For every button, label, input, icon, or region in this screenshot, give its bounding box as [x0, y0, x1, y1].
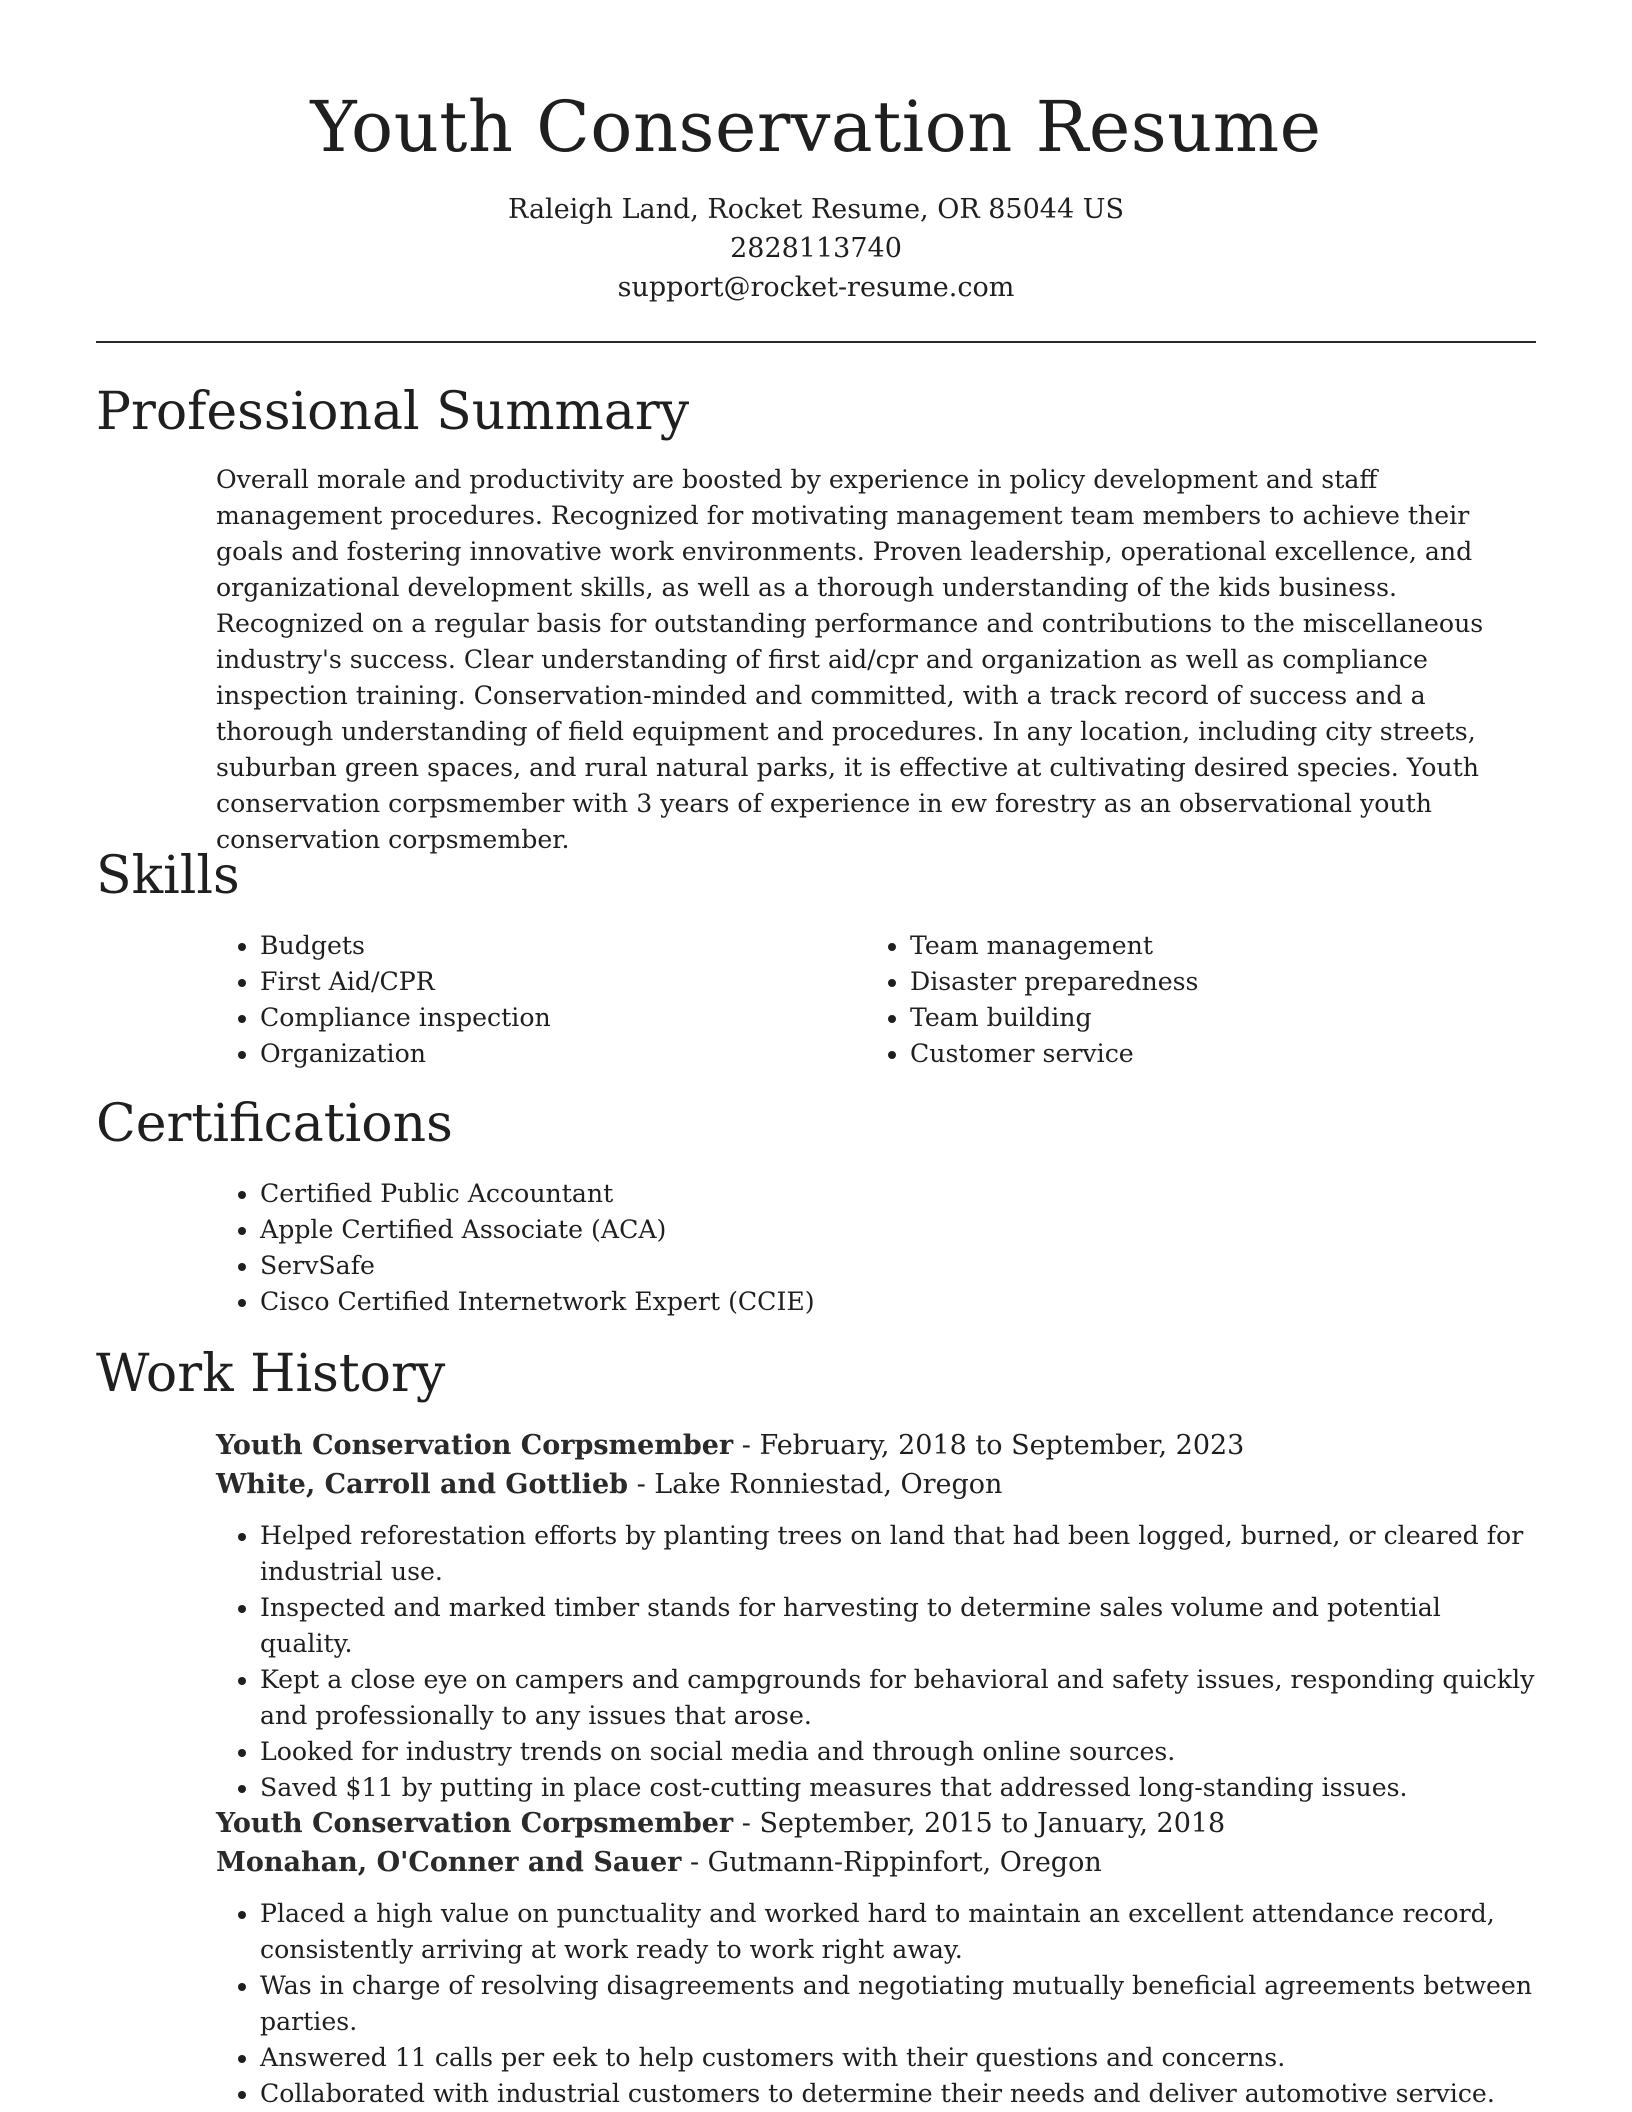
skill-item: • Team management — [910, 928, 1466, 964]
certifications-list — [216, 1176, 1536, 1320]
skill-item: • Customer service — [910, 1036, 1466, 1072]
job-bullet: • Placed a high value on punctuality and worked hard to maintain an excellent attendance record, consistently arriving at work ready to work right away. — [260, 1896, 1538, 1968]
skill-item: • First Aid/CPR — [260, 964, 816, 1000]
skills-list-left — [216, 928, 816, 1072]
certification-item: • Certified Public Accountant — [260, 1176, 1536, 1212]
job-company: Monahan, O'Conner and Sauer — [216, 1847, 682, 1878]
job-bullet: • Was in charge of resolving disagreements and negotiating mutually beneficial agreements between parties. — [260, 1968, 1538, 2040]
job-company-line — [216, 1465, 1538, 1504]
job-bullet: • Inspected and marked timber stands for harvesting to determine sales volume and potential quality. — [260, 1590, 1538, 1662]
contact-address: Raleigh Land, Rocket Resume, OR 85044 US — [508, 194, 1124, 225]
certification-item: • Apple Certified Associate (ACA) — [260, 1212, 1536, 1248]
job-entry — [216, 1426, 1538, 1806]
summary-heading: Professional Summary — [96, 382, 690, 442]
contact-info — [96, 190, 1536, 307]
job-company-line — [216, 1843, 1538, 1882]
job-company: White, Carroll and Gottlieb — [216, 1469, 629, 1500]
skills-right-column — [866, 928, 1466, 1072]
certifications-ul — [216, 1176, 1536, 1320]
job-bullet: • Helped reforestation efforts by planting trees on land that had been logged, burned, or cleared for industrial use. — [260, 1518, 1538, 1590]
job-title-line — [216, 1804, 1538, 1843]
certifications-heading: Certifications — [96, 1094, 453, 1154]
summary-text: Overall morale and productivity are boosted by experience in policy development and staff management procedures. Recognized for motivating management team members to achieve their goals and fostering innovative work environments. Proven leadership, operational excellence, and organizational development skills, as well as a thorough understanding of the kids business. Recognized on a regular basis for outstanding performance and contributions to the miscellaneous industry's success. Clear understanding of first aid/cpr and organization as well as compliance inspection training. Conservation-minded and committed, with a track record of success and a thorough understanding of field equipment and procedures. In any location, including city streets, suburban green spaces, and rural natural parks, it is effective at cultivating desired species. Youth conservation corpsmember with 3 years of experience in ew forestry as an observational youth conservation corpsmember. — [216, 465, 1484, 854]
job-title-line — [216, 1426, 1538, 1465]
skill-item: • Organization — [260, 1036, 816, 1072]
header-divider — [96, 341, 1536, 343]
skill-item: • Team building — [910, 1000, 1466, 1036]
job-dates: - February, 2018 to September, 2023 — [733, 1430, 1245, 1461]
contact-email: support@rocket-resume.com — [617, 272, 1015, 303]
skills-left-column — [216, 928, 816, 1072]
job-title: Youth Conservation Corpsmember — [216, 1430, 734, 1461]
job-location: - Gutmann-Rippinfort, Oregon — [681, 1847, 1102, 1878]
job-bullet: • Collaborated with industrial customers to determine their needs and deliver automotive service. — [260, 2076, 1538, 2112]
skill-item: • Disaster preparedness — [910, 964, 1466, 1000]
resume-header — [96, 82, 1536, 307]
job-bullet: • Answered 11 calls per eek to help customers with their questions and concerns. — [260, 2040, 1538, 2076]
job-bullet: • Looked for industry trends on social media and through online sources. — [260, 1734, 1538, 1770]
job-entry — [216, 1804, 1538, 2112]
contact-phone: 2828113740 — [730, 233, 902, 264]
certification-item: • ServSafe — [260, 1248, 1536, 1284]
job-title: Youth Conservation Corpsmember — [216, 1808, 734, 1839]
work-history-heading: Work History — [96, 1344, 446, 1404]
job-bullet: • Saved $11 by putting in place cost-cutting measures that addressed long-standing issues. — [260, 1770, 1538, 1806]
skill-item: • Compliance inspection — [260, 1000, 816, 1036]
skill-item: • Budgets — [260, 928, 816, 964]
skills-list-right — [866, 928, 1466, 1072]
job-location: - Lake Ronniestad, Oregon — [628, 1469, 1003, 1500]
job-bullets — [216, 1896, 1538, 2112]
job-dates: - September, 2015 to January, 2018 — [733, 1808, 1226, 1839]
job-bullets — [216, 1518, 1538, 1806]
certification-item: • Cisco Certified Internetwork Expert (CCIE) — [260, 1284, 1536, 1320]
skills-heading: Skills — [96, 846, 240, 906]
resume-title: Youth Conservation Resume — [310, 86, 1322, 168]
job-bullet: • Kept a close eye on campers and campgrounds for behavioral and safety issues, responding quickly and professionally to any issues that arose. — [260, 1662, 1538, 1734]
